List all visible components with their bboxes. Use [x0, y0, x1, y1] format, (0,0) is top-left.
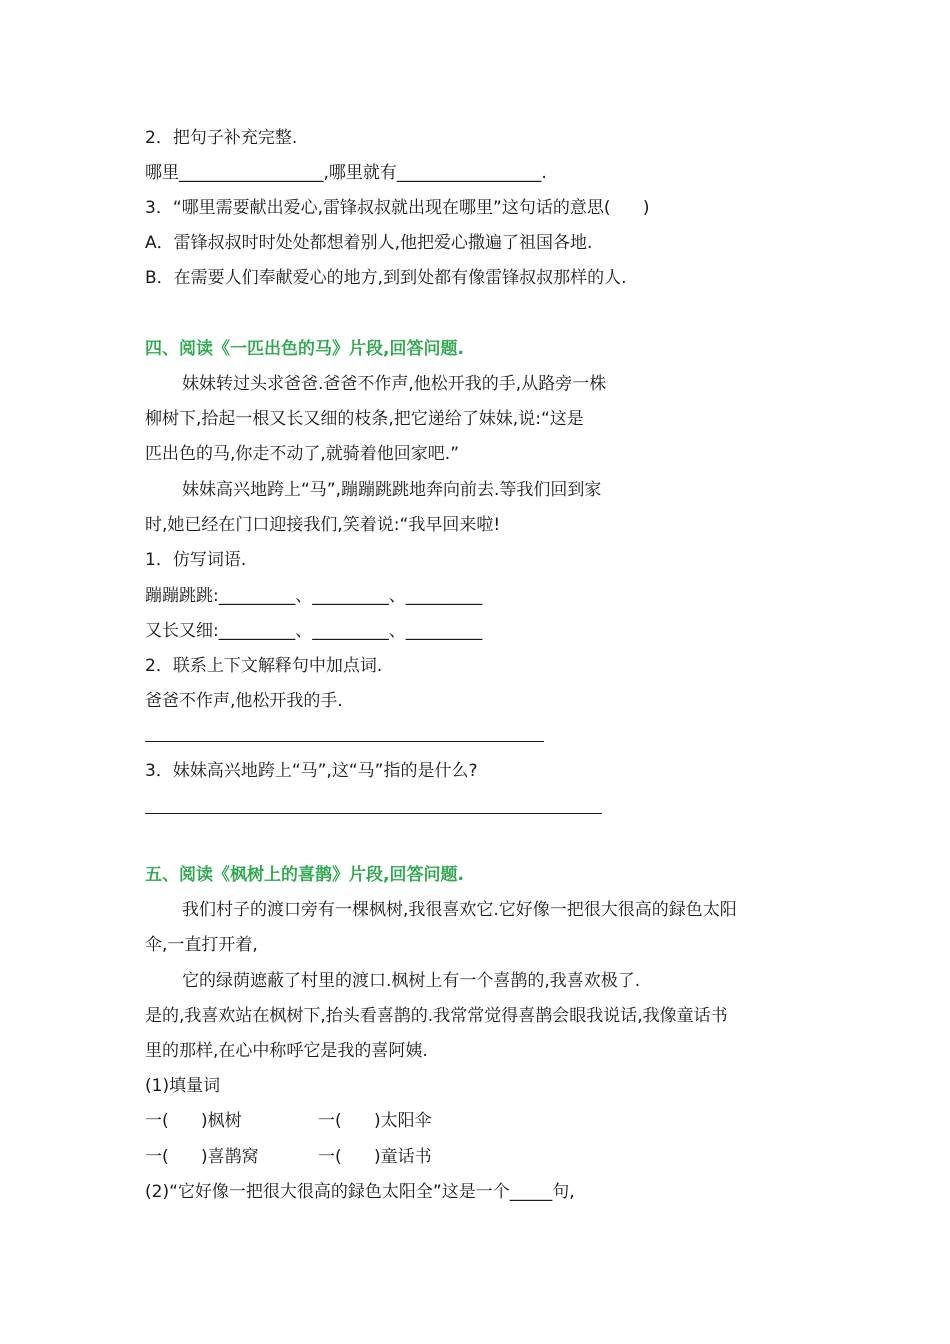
question-5-2: (2)“它好像一把很大很高的録色太阳全”这是一个_____句,	[145, 1182, 575, 1202]
question-4-3: 3．妹妹高兴地跨上“马”,这“马”指的是什么?	[145, 761, 478, 781]
question-3-2: 2．把句子补充完整.	[145, 128, 298, 148]
option-a: A．雷锋叔叔时时处处都想着别人,他把爱心撒遍了祖国各地.	[145, 233, 593, 253]
question-4-2-sentence: 爸爸不作声,他松开我的手.	[145, 691, 343, 711]
option-b: B．在需要人们奉献爱心的地方,到到处都有像雷锋叔叔那样的人.	[145, 268, 627, 288]
measure-word-item: 一( )喜鹊窝	[145, 1147, 259, 1167]
section-4-heading: 四、阅读《一匹出色的马》片段,回答问题.	[145, 339, 464, 359]
section-5-heading: 五、阅读《枫树上的喜鹊》片段,回答问题.	[145, 865, 464, 885]
answer-line[interactable]	[145, 813, 602, 814]
measure-word-item: 一( )童话书	[318, 1147, 432, 1167]
passage-4-line: 柳树下,拾起一根又长又细的枝条,把它递给了妹妹,说:“这是	[145, 409, 584, 429]
question-4-1: 1．仿写词语.	[145, 550, 247, 570]
passage-4-line: 时,她已经在门口迎接我们,笑着说:“我早回来啦!	[145, 515, 501, 535]
passage-4-line: 妹妹高兴地跨上“马”,蹦蹦跳跳地奔向前去.等我们回到家	[182, 480, 602, 500]
passage-4-line: 妹妹转过头求爸爸.爸爸不作声,他松开我的手,从路旁一株	[182, 374, 607, 394]
word-pattern-b: 又长又细:_________、_________、_________	[145, 621, 483, 641]
passage-5-line: 是的,我喜欢站在枫树下,抬头看喜鹊的.我常常觉得喜鹊会眼我说话,我像童话书	[145, 1006, 728, 1026]
question-3-3: 3．“哪里需要献出爱心,雷锋叔叔就出现在哪里”这句话的意思( )	[145, 198, 650, 218]
question-3-2-sentence: 哪里_________________,哪里就有_________________.	[145, 163, 547, 183]
passage-5-line: 伞,一直打开着,	[145, 935, 258, 955]
passage-5-line: 它的绿荫遮蔽了村里的渡口.枫树上有一个喜鹊的,我喜欢极了.	[182, 971, 641, 991]
question-5-1: (1)填量词	[145, 1076, 221, 1096]
word-pattern-a: 蹦蹦跳跳:_________、_________、_________	[145, 586, 483, 606]
measure-word-item: 一( )太阳伞	[318, 1111, 432, 1131]
passage-4-line: 匹出色的马,你走不动了,就骑着他回家吧.”	[145, 444, 460, 464]
question-4-2: 2．联系上下文解释句中加点词.	[145, 656, 383, 676]
answer-line[interactable]	[145, 741, 544, 742]
measure-word-item: 一( )枫树	[145, 1111, 242, 1131]
passage-5-line: 我们村子的渡口旁有一棵枫树,我很喜欢它.它好像一把很大很高的録色太阳	[182, 900, 737, 920]
passage-5-line: 里的那样,在心中称呼它是我的喜阿姨.	[145, 1041, 428, 1061]
